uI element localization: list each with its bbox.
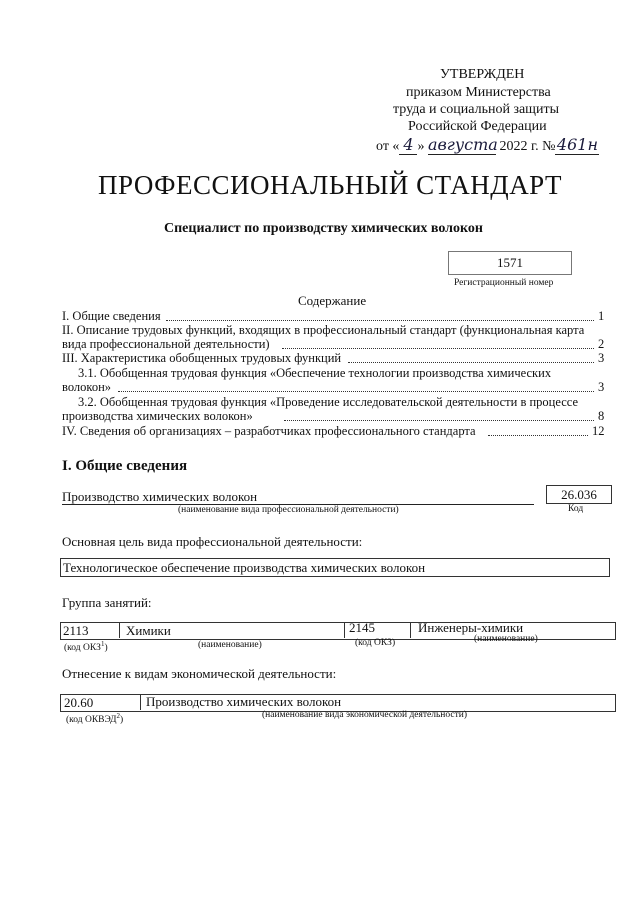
approval-day: 4 bbox=[399, 136, 417, 155]
toc-page: 3 bbox=[598, 380, 605, 394]
approval-year: 2022 г. № bbox=[499, 139, 556, 154]
group-code: 2145 bbox=[349, 620, 375, 635]
approval-month: августа bbox=[427, 135, 498, 154]
toc-item-cont: вида профессиональной деятельности) bbox=[62, 337, 270, 351]
econ-code: 20.60 bbox=[64, 695, 94, 710]
toc-page: 8 bbox=[598, 409, 605, 423]
okz-caption: (код ОКЗ$^1$) bbox=[64, 640, 108, 654]
group-label: Группа занятий: bbox=[62, 595, 152, 610]
toc-item[interactable]: II. Описание трудовых функций, входящих в профессиональный стандарт (функциональная карта bbox=[62, 323, 585, 337]
toc-item[interactable]: III. Характеристика обобщенных трудовых функций bbox=[62, 351, 342, 365]
goal-value: Технологическое обеспечение производства химических волокон bbox=[63, 560, 426, 575]
activity-code-box: 26.036 bbox=[546, 485, 612, 504]
name-caption: (наименование) bbox=[474, 634, 538, 644]
approval-number: 461н bbox=[556, 135, 598, 154]
approval-date-line bbox=[376, 136, 599, 156]
approval-line-3: труда и социальной защиты bbox=[393, 102, 559, 117]
okz-caption: (код ОКЗ) bbox=[355, 638, 396, 648]
group-name: Инженеры-химики bbox=[418, 620, 524, 635]
approval-mid: » bbox=[417, 139, 425, 154]
goal-label: Основная цель вида профессиональной деятельности: bbox=[62, 534, 363, 549]
section-heading: I. Общие сведения bbox=[62, 458, 188, 474]
approval-title: УТВЕРЖДЕН bbox=[440, 67, 525, 82]
toc-page: 2 bbox=[598, 337, 605, 351]
name-caption: (наименование) bbox=[198, 640, 262, 650]
goal-box bbox=[60, 558, 610, 577]
approval-from: от « bbox=[376, 139, 400, 154]
econ-caption: (наименование вида экономической деятельности) bbox=[262, 710, 467, 720]
toc-item-cont: производства химических волокон» bbox=[62, 409, 253, 423]
page-subtitle: Специалист по производству химических волокон bbox=[164, 221, 483, 236]
econ-name: Производство химических волокон bbox=[146, 694, 342, 709]
activity-caption: (наименование вида профессиональной деятельности) bbox=[178, 505, 399, 515]
contents-heading: Содержание bbox=[298, 293, 367, 308]
econ-label: Отнесение к видам экономической деятельности: bbox=[62, 666, 337, 681]
registration-number-box: 1571 bbox=[448, 251, 572, 275]
activity-name: Производство химических волокон bbox=[62, 489, 258, 504]
toc-page: 12 bbox=[592, 424, 605, 438]
group-code: 2113 bbox=[63, 623, 89, 638]
toc-page: 3 bbox=[598, 351, 605, 365]
okved-caption: (код ОКВЭД$^2$) bbox=[66, 712, 124, 726]
approval-line-2: приказом Министерства bbox=[406, 85, 551, 100]
group-name: Химики bbox=[126, 623, 171, 638]
toc-item-cont: волокон» bbox=[62, 380, 112, 394]
toc-page: 1 bbox=[598, 309, 605, 323]
code-caption: Код bbox=[568, 504, 584, 514]
toc-item[interactable]: I. Общие сведения bbox=[62, 309, 161, 323]
page-title: ПРОФЕССИОНАЛЬНЫЙ СТАНДАРТ bbox=[98, 170, 563, 200]
approval-line-4: Российской Федерации bbox=[408, 119, 547, 134]
toc-item[interactable]: 3.1. Обобщенная трудовая функция «Обеспечение технологии производства химических bbox=[78, 366, 552, 380]
registration-label: Регистрационный номер bbox=[454, 278, 554, 288]
toc-item[interactable]: IV. Сведения об организациях – разработчиках профессионального стандарта bbox=[62, 424, 476, 438]
toc-item[interactable]: 3.2. Обобщенная трудовая функция «Проведение исследовательской деятельности в процессе bbox=[78, 395, 579, 409]
